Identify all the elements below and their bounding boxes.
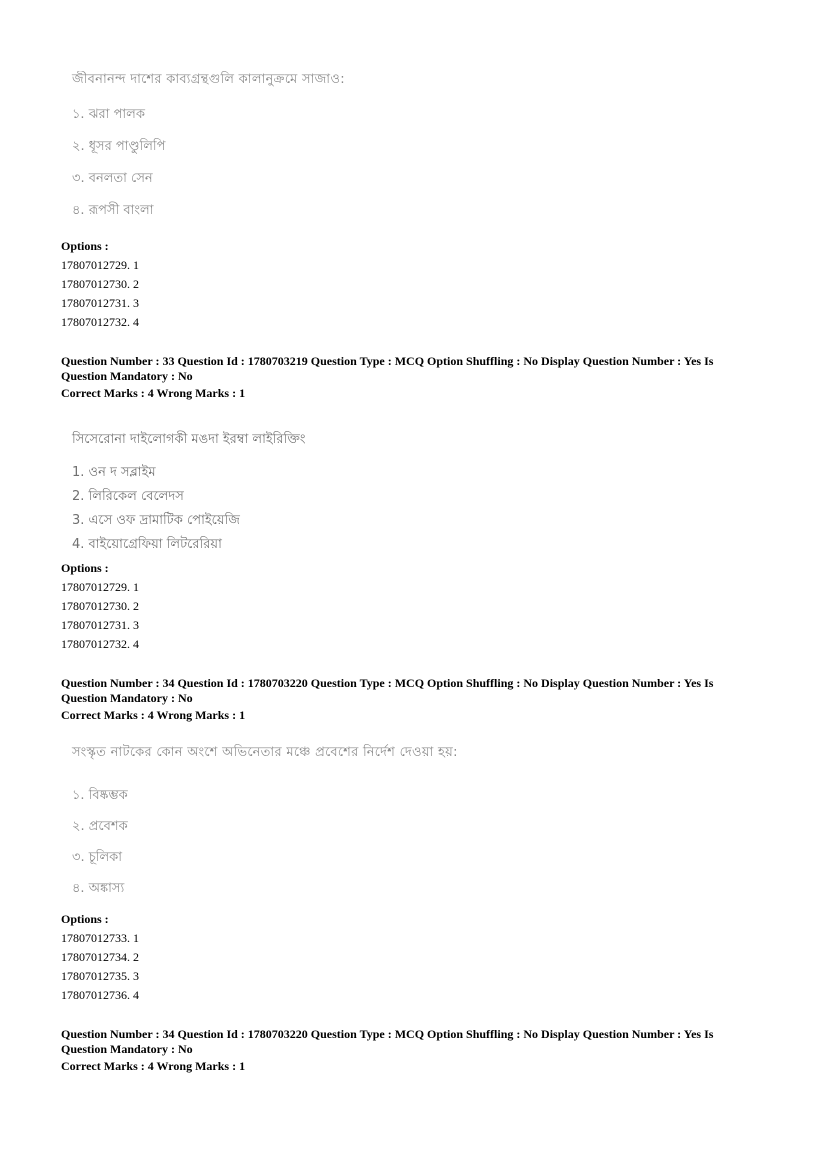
question-stem: সংস্কৃত নাটকের কোন অংশে অভিনেতার মঞ্চে প্রবেশের নির্দেশ দেওয়া হয়: <box>72 745 458 760</box>
option-row: 17807012729. 1 <box>61 580 139 594</box>
question-image <box>72 743 458 900</box>
option-row: 17807012735. 3 <box>61 969 139 983</box>
question-stem: সিসেরোনা দাইলোগকী মঙদা ইরম্বা লাইরিক্তিং <box>72 432 306 447</box>
option-row: 17807012734. 2 <box>61 950 139 964</box>
question-item: ১. বিষ্কম্ভক <box>72 788 128 803</box>
option-row: 17807012731. 3 <box>61 618 139 632</box>
option-row: 17807012732. 4 <box>61 637 139 651</box>
question-marks: Correct Marks : 4 Wrong Marks : 1 <box>61 386 246 400</box>
options-title: Options : <box>61 912 109 926</box>
question-item: 1. ওন দ সব্লাইম <box>72 465 156 480</box>
question-image <box>72 70 345 222</box>
question-item: ৩. বনলতা সেন <box>72 171 153 186</box>
question-item: 3. এসে ওফ দ্রামাটিক পোইয়েজি <box>72 513 240 528</box>
options-title: Options : <box>61 561 109 575</box>
option-row: 17807012730. 2 <box>61 599 139 613</box>
question-meta: Question Number : 33 Question Id : 1780703219 Question Type : MCQ Option Shuffling : No Display Question Number : Yes Is Question Mandatory : No <box>61 354 714 383</box>
question-image <box>72 430 305 556</box>
question-items <box>72 786 458 900</box>
options-block <box>61 237 139 332</box>
question-stem: জীবনানন্দ দাশের কাব্যগ্রন্থগুলি কালানুক্রমে সাজাও: <box>72 72 345 87</box>
option-row: 17807012736. 4 <box>61 988 139 1002</box>
question-marks: Correct Marks : 4 Wrong Marks : 1 <box>61 708 246 722</box>
option-row: 17807012729. 1 <box>61 258 139 272</box>
question-marks: Correct Marks : 4 Wrong Marks : 1 <box>61 1059 246 1073</box>
options-block <box>61 910 139 1005</box>
question-header <box>61 1027 761 1074</box>
question-item: ৪. অঙ্কাস্য <box>72 881 125 896</box>
question-item: ২. ধূসর পাণ্ডুলিপি <box>72 139 166 154</box>
question-item: ৩. চূলিকা <box>72 850 123 865</box>
question-items <box>72 105 345 222</box>
question-items <box>72 463 305 556</box>
question-meta: Question Number : 34 Question Id : 1780703220 Question Type : MCQ Option Shuffling : No Display Question Number : Yes Is Question Mandatory : No <box>61 1027 714 1056</box>
options-title: Options : <box>61 239 109 253</box>
question-item: ১. ঝরা পালক <box>72 107 145 122</box>
question-item: ২. প্রবেশক <box>72 819 128 834</box>
question-meta: Question Number : 34 Question Id : 1780703220 Question Type : MCQ Option Shuffling : No Display Question Number : Yes Is Question Mandatory : No <box>61 676 714 705</box>
question-item: 2. লিরিকেল বেলেদস <box>72 489 184 504</box>
question-header <box>61 676 761 723</box>
question-header <box>61 354 761 401</box>
question-item: 4. বাইয়োগ্রেফিয়া লিটরেরিয়া <box>72 537 222 552</box>
option-row: 17807012733. 1 <box>61 931 139 945</box>
option-row: 17807012731. 3 <box>61 296 139 310</box>
options-block <box>61 559 139 654</box>
option-row: 17807012730. 2 <box>61 277 139 291</box>
option-row: 17807012732. 4 <box>61 315 139 329</box>
question-item: ৪. রূপসী বাংলা <box>72 203 154 218</box>
